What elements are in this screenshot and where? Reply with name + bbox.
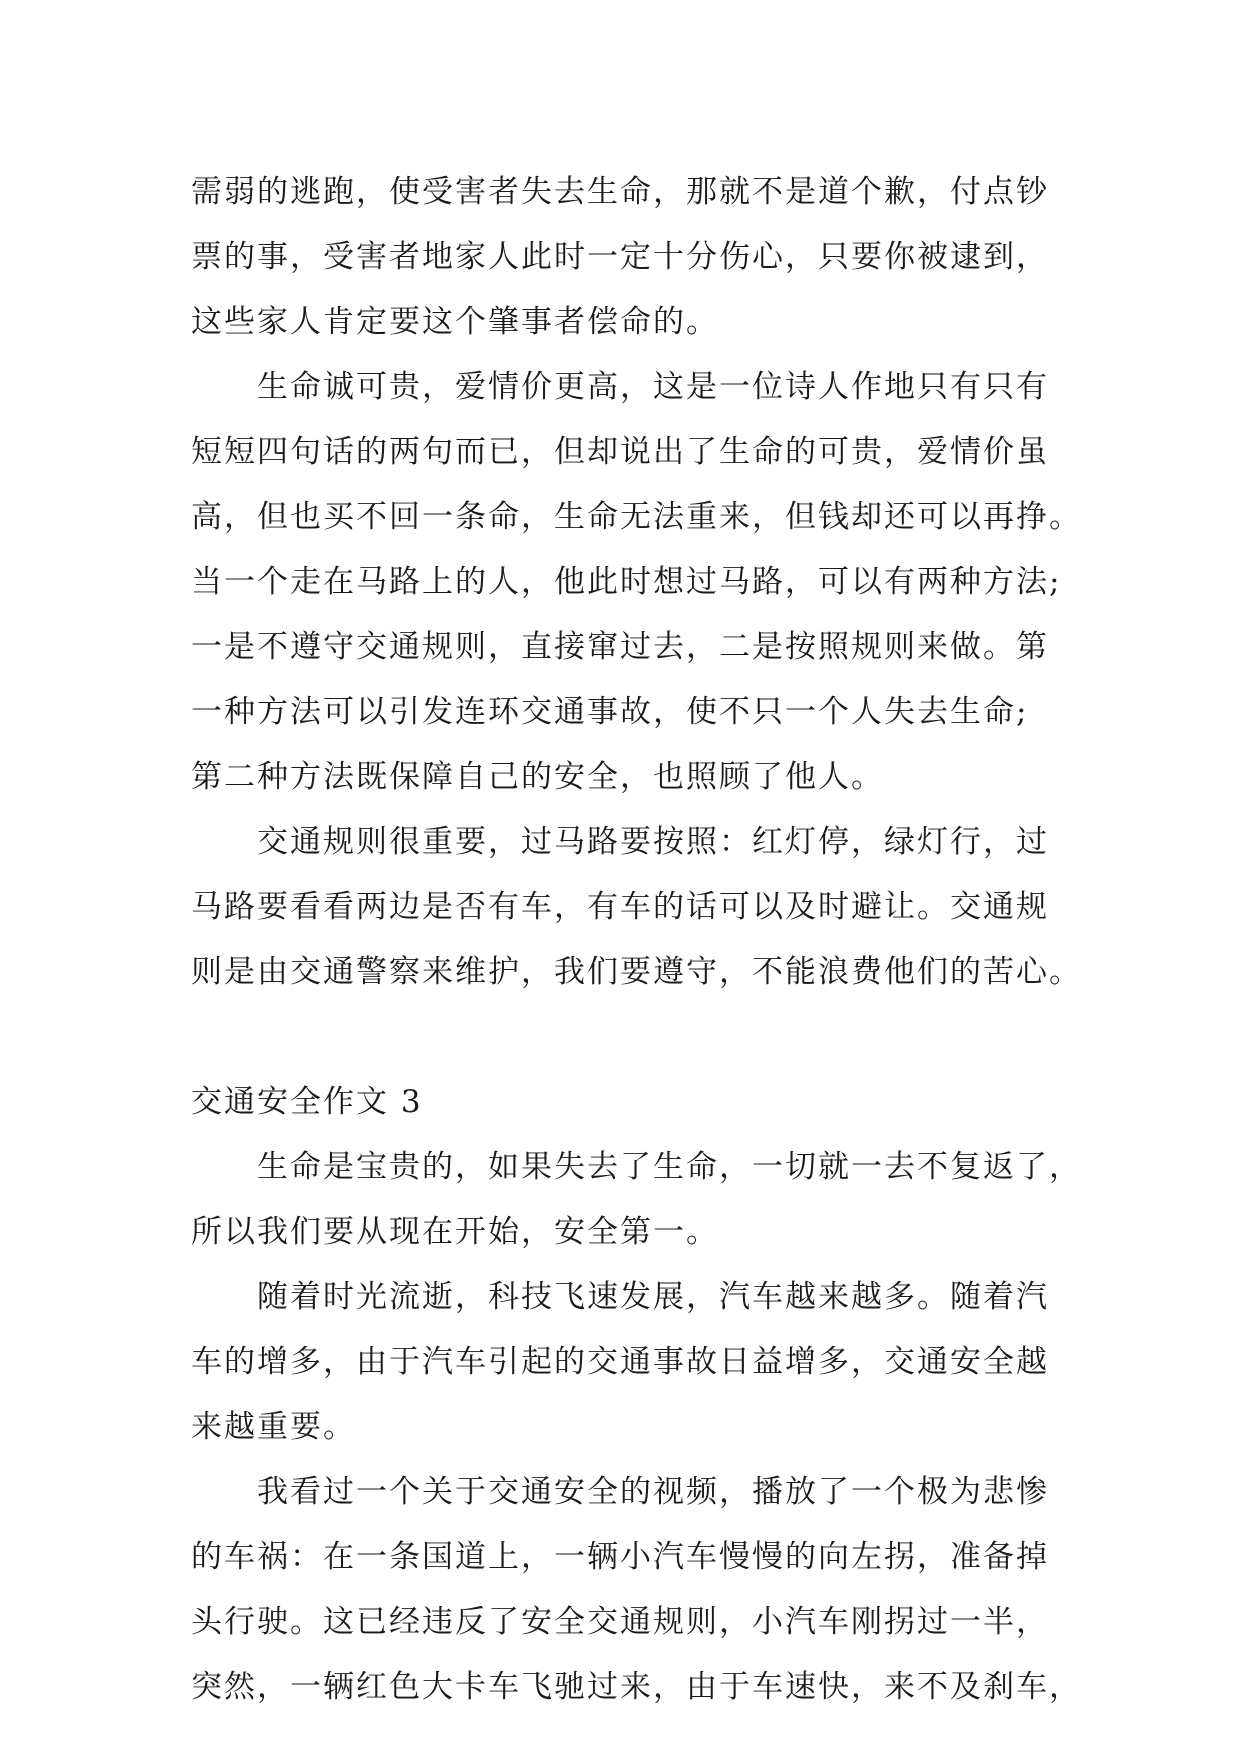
paragraph-3 bbox=[191, 810, 1082, 1005]
paragraph-6 bbox=[191, 1460, 1082, 1720]
section-spacer bbox=[191, 1005, 1071, 1070]
paragraph-4 bbox=[191, 1135, 1082, 1265]
text-line: 则是由交通警察来维护，我们要遵守，不能浪费他们的苦心。 bbox=[191, 954, 1082, 990]
text-line: 高，但也买不回一条命，生命无法重来，但钱却还可以再挣。 bbox=[191, 499, 1082, 535]
text-line: 的车祸：在一条国道上，一辆小汽车慢慢的向左拐，准备掉 bbox=[191, 1539, 1049, 1575]
text-line: 一种方法可以引发连环交通事故，使不只一个人失去生命; bbox=[191, 694, 1029, 730]
paragraph-5 bbox=[191, 1265, 1071, 1460]
text-line: 所以我们要从现在开始，安全第一。 bbox=[191, 1214, 719, 1250]
text-line: 我看过一个关于交通安全的视频，播放了一个极为悲惨 bbox=[257, 1474, 1049, 1510]
paragraph-2 bbox=[191, 355, 1082, 810]
text-line: 一是不遵守交通规则，直接窜过去，二是按照规则来做。第 bbox=[191, 629, 1049, 665]
text-line: 来越重要。 bbox=[191, 1409, 356, 1445]
text-line: 需弱的逃跑，使受害者失去生命，那就不是道个歉，付点钞 bbox=[191, 174, 1049, 210]
text-line: 马路要看看两边是否有车，有车的话可以及时避让。交通规 bbox=[191, 889, 1049, 925]
text-line: 交通规则很重要，过马路要按照：红灯停，绿灯行，过 bbox=[257, 824, 1049, 860]
text-line: 第二种方法既保障自己的安全，也照顾了他人。 bbox=[191, 759, 884, 795]
text-line: 突然，一辆红色大卡车飞驰过来，由于车速快，来不及刹车， bbox=[191, 1669, 1082, 1705]
text-line: 票的事，受害者地家人此时一定十分伤心，只要你被逮到， bbox=[191, 239, 1049, 275]
section-heading: 交通安全作文 3 bbox=[191, 1084, 423, 1120]
text-line: 生命诚可贵，爱情价更高，这是一位诗人作地只有只有 bbox=[257, 369, 1049, 405]
text-line: 头行驶。这已经违反了安全交通规则，小汽车刚拐过一半， bbox=[191, 1604, 1049, 1640]
paragraph-1 bbox=[191, 160, 1071, 355]
text-line: 生命是宝贵的，如果失去了生命，一切就一去不复返了， bbox=[257, 1149, 1082, 1185]
document-body bbox=[191, 160, 1082, 1720]
text-line: 短短四句话的两句而已，但却说出了生命的可贵，爱情价虽 bbox=[191, 434, 1049, 470]
text-line: 当一个走在马路上的人，他此时想过马路，可以有两种方法; bbox=[191, 564, 1062, 600]
text-line: 车的增多，由于汽车引起的交通事故日益增多，交通安全越 bbox=[191, 1344, 1049, 1380]
text-line: 这些家人肯定要这个肇事者偿命的。 bbox=[191, 304, 719, 340]
text-line: 随着时光流逝，科技飞速发展，汽车越来越多。随着汽 bbox=[257, 1279, 1049, 1315]
